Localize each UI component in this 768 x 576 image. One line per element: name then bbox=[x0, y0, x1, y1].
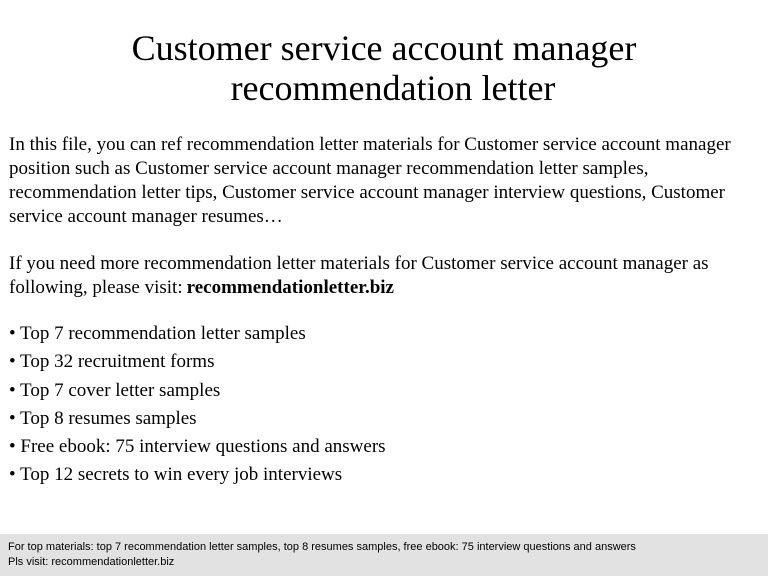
footer-line-2: Pls visit: recommendationletter.biz bbox=[8, 556, 175, 568]
materials-list bbox=[9, 320, 386, 489]
title-line-2: recommendation letter bbox=[230, 68, 556, 108]
list-item: • Top 8 resumes samples bbox=[9, 408, 197, 429]
site-link[interactable]: recommendationletter.biz bbox=[186, 277, 394, 298]
list-item: • Top 12 secrets to win every job interviews bbox=[9, 464, 343, 485]
page-title bbox=[0, 28, 768, 108]
list-item: • Free ebook: 75 interview questions and answers bbox=[9, 436, 386, 457]
visit-paragraph-text: If you need more recommendation letter materials for Customer service account manager as following, please visit: bbox=[9, 253, 709, 298]
footer-line-1: For top materials: top 7 recommendation letter samples, top 8 resumes samples, free ebook: 75 interview questions and answers bbox=[8, 541, 636, 553]
list-item: • Top 32 recruitment forms bbox=[9, 351, 215, 372]
intro-paragraph: In this file, you can ref recommendation letter materials for Customer service account manager position such as Customer service account manager recommendation letter samples, recommendation letter tips, Customer service account manager interview questions, Customer service account manager resumes… bbox=[9, 134, 731, 227]
list-item: • Top 7 cover letter samples bbox=[9, 380, 221, 401]
footer-bar bbox=[0, 534, 768, 576]
visit-paragraph bbox=[9, 252, 761, 300]
title-line-1: Customer service account manager bbox=[131, 28, 637, 68]
list-item: • Top 7 recommendation letter samples bbox=[9, 323, 306, 344]
